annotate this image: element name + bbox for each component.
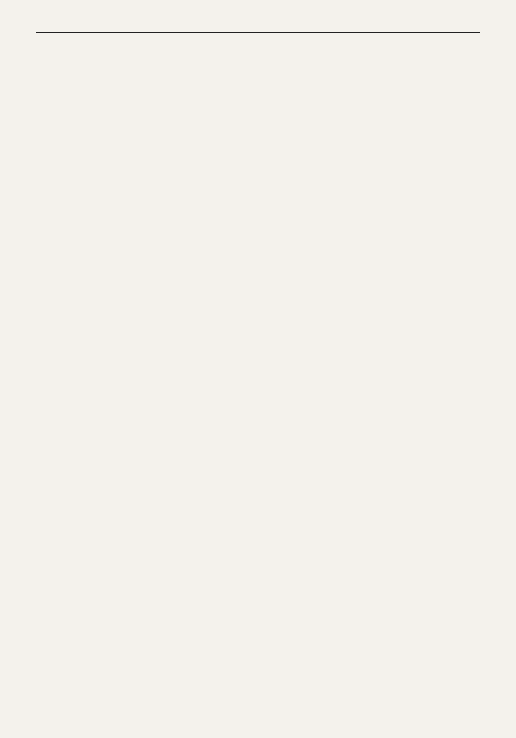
running-header: [36, 14, 480, 33]
upper-text-block: [36, 46, 476, 372]
lower-text-block: [36, 386, 476, 712]
